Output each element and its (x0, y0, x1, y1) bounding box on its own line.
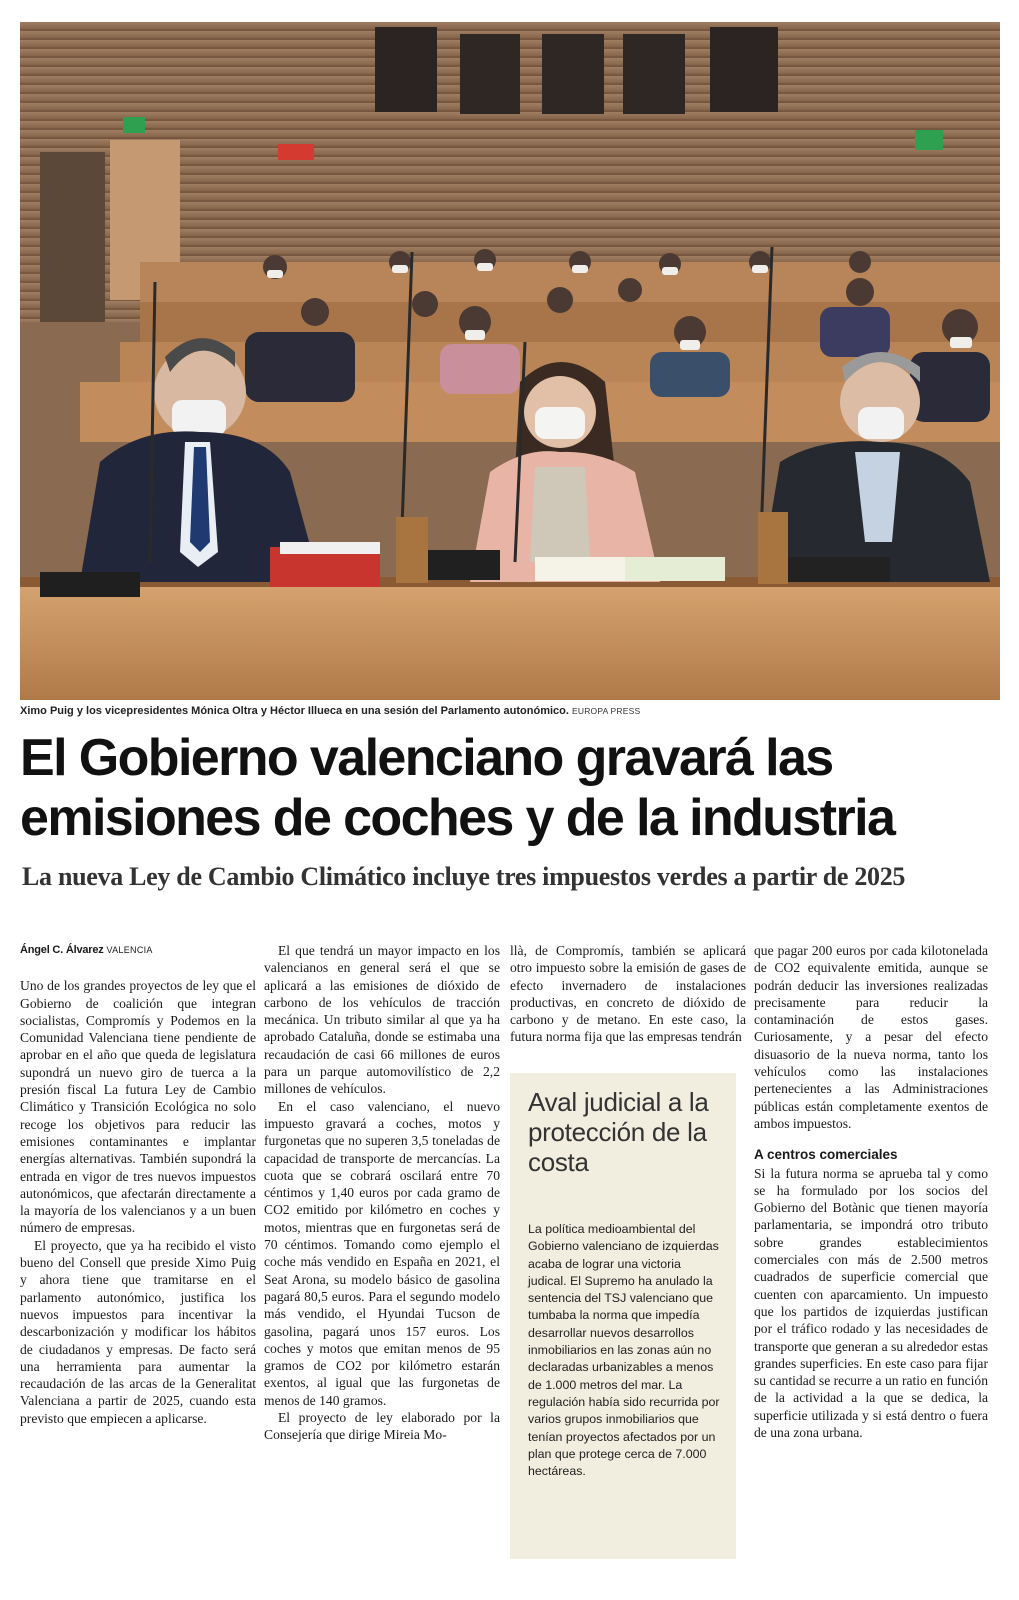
body-paragraph-2: El proyecto, que ya ha recibido el visto bueno del Consell que preside Ximo Puig y ahora tiene que tramitarse en el parlamento autonómico, justifica los nuevos impuestos para incentivar la descarbonización y modificar los hábitos de ciudadanos y empresas. De facto será una herramienta para aumentar la recaudación de las arcas de la Generalitat Valenciana a partir de 2025, cuando esta previsto que empiecen a aplicarse. (20, 1237, 256, 1426)
sidebar-text: La política medioambiental del Gobierno valenciano de izquierdas acaba de lograr una victoria judical. El Supremo ha anulado la sentencia del TSJ valenciano que tumbaba la norma que impedía desarrollar nuevos desarrollos inmobiliarios en las zonas aún no declaradas urbanizables a menos de 1.000 metros del mar. La regulación había sido recurrida por varios grupos inmobiliarios que tenían proyectos afectados por un plan que protege cerca de 7.000 hectáreas. (528, 1222, 720, 1479)
body-paragraph-5-start: El proyecto de ley elaborado por la Consejería que dirige Mireia Mo- (264, 1410, 500, 1443)
byline-author: Ángel C. Álvarez (20, 944, 104, 956)
parliament-photo (20, 22, 1000, 700)
byline (20, 942, 256, 959)
body-paragraph-3: El que tendrá un mayor impacto en los valencianos en general será el que se aplicará a las emisiones de dióxido de carbono de los vehículos de tracción mecánica. Un tributo similar al que ya ha aprobado Cataluña, donde se estimaba una recaudación de casi 66 millones de euros para un parque automovilístico de 2,2 millones de vehículos. (264, 943, 500, 1097)
sidebar-title: Aval judicial a la protección de la costa (528, 1087, 709, 1177)
body-paragraph-5-end: que pagar 200 euros por cada kilotonelada de CO2 equivalente emitida, aunque se podrán deducir las inversiones realizadas precisamente para reducir la contaminación de estos gases. Curiosamente, y a pesar del efecto disuasorio de la nueva norma, tanto los vehículos como las instalaciones pertenecientes a las Administraciones públicas están completamente exentos de ambos impuestos. (754, 943, 988, 1131)
body-paragraph-5-continued: llà, de Compromís, también se aplicará otro impuesto sobre la emisión de gases de efecto invernadero de instalaciones productivas, en concreto de dióxido de carbono y de metano. En este caso, la futura norma fija que las empresas tendrán (510, 943, 746, 1045)
sidebar-box (510, 1073, 736, 1559)
subheadline: La nueva Ley de Cambio Climático incluye tres impuestos verdes a partir de 2025 (22, 862, 906, 891)
article-column-2 (264, 942, 500, 1444)
byline-place: VALENCIA (106, 945, 153, 955)
article-column-4 (754, 942, 988, 1441)
section-subheading: A centros comerciales (754, 1147, 898, 1163)
parliament-photo-illustration (20, 22, 1000, 700)
article-column-1 (20, 942, 256, 1427)
caption-text: Ximo Puig y los vicepresidentes Mónica Oltra y Héctor Illueca en una sesión del Parlamento autonómico. (20, 705, 569, 717)
photo-credit: EUROPA PRESS (572, 706, 641, 716)
body-paragraph-6: Si la futura norma se aprueba tal y como se ha formulado por los socios del Gobierno del Botànic que tienen mayoría parlamentaria, se impondrá otro tributo sobre grandes establecimientos comerciales con más de 2.500 metros cuadrados de superficie comercial que cuenten con aparcamiento. Un impuesto que los partidos de izquierdas justifican por el tráfico rodado y las necesidades de transporte que generan a su alrededor estas grandes superficies. En este caso para fijar su cantidad se recurre a un ratio en función de la actividad a la que se dedica, la superficie utilizada y si está dentro o fuera de una zona urbana. (754, 1165, 989, 1441)
photo-caption (20, 705, 1000, 717)
article-column-3 (510, 942, 746, 1046)
body-paragraph-4: En el caso valenciano, el nuevo impuesto gravará a coches, motos y furgonetas que no superen 3,5 toneladas de capacidad de transporte de mercancías. La cuota que se cobrará oscilará entre 70 céntimos y 1,40 euros por cada gramo de CO2 emitido por kilómetro en coches y motos, mientras que en furgonetas será de 70 céntimos. Tomando como ejemplo el coche más vendido en España en 2021, el Seat Arona, su modelo básico de gasolina pagará 80,5 euros. Para el segundo modelo más vendido, el Hyundai Tucson de gasolina, pagará unos 157 euros. Los coches y motos que emitan menos de 95 gramos de CO2 por kilómetro estarán exentos, al igual que las furgonetas de menos de 140 gramos. (264, 1098, 500, 1408)
body-paragraph-1: Uno de los grandes proyectos de ley que el Gobierno de coalición que integran socialistas, Compromís y Podemos en la Comunidad Valenciana tiene pendiente de aprobar en el año que queda de legislatura supondrá un nuevo giro de tuerca a la presión fiscal La futura Ley de Cambio Climático y Transición Ecológica no solo recoge los objetivos para reducir las emisiones contaminantes e implantar energías alternativas. También supondrá la entrada en vigor de tres nuevos impuestos autonómicos, que afectarán directamente a la mayoría de los valencianos y a un buen número de empresas. (20, 978, 256, 1236)
headline: El Gobierno valenciano gravará las emisiones de coches y de la industria (20, 729, 895, 847)
body-paragraph-5-full (0, 0, 1, 1)
